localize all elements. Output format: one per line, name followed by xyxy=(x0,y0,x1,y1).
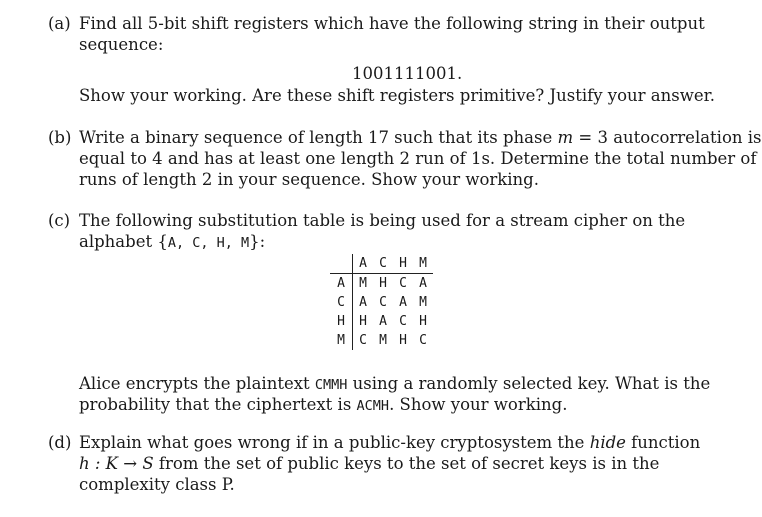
table-row-header: A xyxy=(330,274,353,294)
question-c-line2-pre: alphabet { xyxy=(79,232,168,251)
question-b-line1 xyxy=(79,127,762,148)
question-c-line4-pre: probability that the ciphertext is xyxy=(79,395,357,414)
question-d-line3-post: . xyxy=(229,475,235,494)
question-d-line2 xyxy=(79,453,724,474)
alphabet-set: A, C, H, M xyxy=(167,235,250,251)
table-row xyxy=(330,293,433,312)
table-cell: A xyxy=(359,295,367,310)
table-col-header: M xyxy=(413,254,433,274)
question-b-line3: runs of length 2 in your sequence. Show your working. xyxy=(79,170,539,189)
table-cell: A xyxy=(399,295,407,310)
table-row-header: M xyxy=(330,331,353,350)
substitution-table xyxy=(330,254,433,350)
table-header-row xyxy=(330,254,433,274)
table-cell: A xyxy=(419,276,427,291)
table-cell: A xyxy=(379,314,387,329)
table-cell: C xyxy=(399,314,407,329)
question-b-line1-post: = 3 autocorrelation is xyxy=(573,128,762,147)
question-d-line3 xyxy=(79,474,724,495)
output-string: 1001111001. xyxy=(352,64,463,83)
table-row xyxy=(330,274,433,294)
table-cell: M xyxy=(359,276,367,291)
table-cell: C xyxy=(399,276,407,291)
table-cell: C xyxy=(379,295,387,310)
question-c-line4 xyxy=(79,394,724,415)
question-c-line3-post: using a randomly selected key. What is the xyxy=(347,374,711,393)
question-b-line1-pre: Write a binary sequence of length 17 such that its phase xyxy=(79,128,558,147)
complexity-class: P xyxy=(221,475,230,494)
table-row xyxy=(330,331,433,350)
ciphertext: ACMH xyxy=(356,398,390,414)
table-cell: H xyxy=(419,314,427,329)
table-col-header: H xyxy=(393,254,413,274)
question-a-line1: Find all 5-bit shift registers which have the following string in their output xyxy=(79,14,705,33)
question-d-line1-post: function xyxy=(625,433,701,452)
question-a-label: (a) xyxy=(48,14,71,33)
question-a-line3: Show your working. Are these shift registers primitive? Justify your answer. xyxy=(79,86,715,105)
table-cell: H xyxy=(359,314,367,329)
plaintext: CMMH xyxy=(314,377,348,393)
question-b-line2: equal to 4 and has at least one length 2 run of 1s. Determine the total number of xyxy=(79,149,757,168)
question-c-line3-pre: Alice encrypts the plaintext xyxy=(79,374,315,393)
hide-word: hide xyxy=(589,433,626,452)
question-c-label: (c) xyxy=(48,211,71,230)
table-col-header: A xyxy=(353,254,374,274)
table-cell: C xyxy=(359,333,367,348)
question-d-line1 xyxy=(79,432,724,453)
hide-function-math: h : K → S xyxy=(79,454,154,473)
table-cell: C xyxy=(419,333,427,348)
table-corner-cell xyxy=(330,254,353,274)
question-a-line2: sequence: xyxy=(79,35,164,54)
question-d-line3-pre: complexity class xyxy=(79,475,222,494)
m-variable: m xyxy=(557,128,574,147)
table-cell: H xyxy=(399,333,407,348)
question-c-line4-post: . Show your working. xyxy=(389,395,568,414)
question-d-line1-pre: Explain what goes wrong if in a public-key cryptosystem the xyxy=(79,433,590,452)
question-c-line1: The following substitution table is being used for a stream cipher on the xyxy=(79,211,686,230)
question-c-line2 xyxy=(79,231,724,252)
table-row-header: C xyxy=(330,293,353,312)
table-col-header: C xyxy=(373,254,393,274)
table-row xyxy=(330,312,433,331)
question-d-label: (d) xyxy=(48,433,72,452)
table-row-header: H xyxy=(330,312,353,331)
table-cell: H xyxy=(379,276,387,291)
table-cell: M xyxy=(379,333,387,348)
question-c-line3 xyxy=(79,373,724,394)
question-b-label: (b) xyxy=(48,128,72,147)
question-c-line2-post: }: xyxy=(249,232,266,251)
table-cell: M xyxy=(419,295,427,310)
question-d-line2-post: from the set of public keys to the set of secret keys is in the xyxy=(153,454,660,473)
